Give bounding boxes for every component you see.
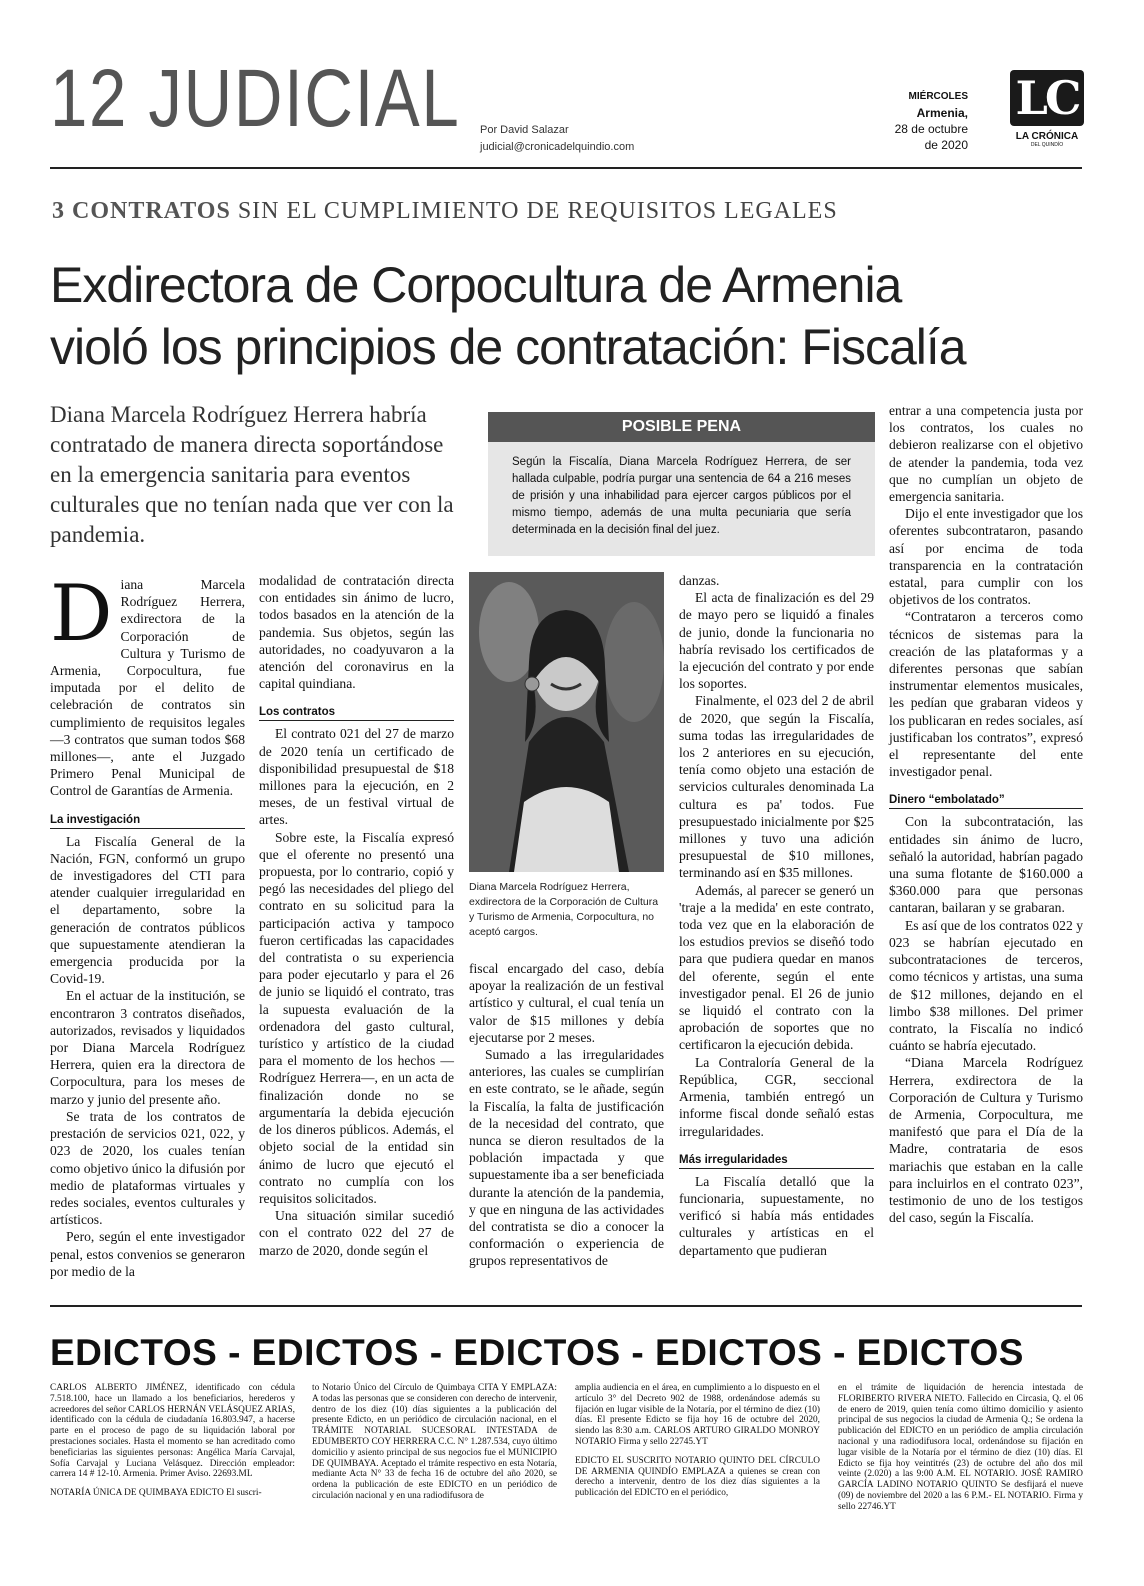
column-4: danzas. El acta de finalización es del 29 de mayo pero se liquidó a finales de junio, donde la funcionaria no habría revisado los certificados de la ejecución del contrato y por ende los soportes. Finalmente, el 023 del 2 de abril de 2020, que según la Fiscalía, suma todas las irregularidades de los 2 anteriores en su ejecución, tenía como objeto una estación de servicios culturales denominada La cultura es pa' todos. Fue presupuestado inicialmente por $25 millones y tuvo una adición presupuestal de $10 millones, terminando así en $35 millones. Además, al parecer se generó un 'traje a la medida' en este contrato, toda vez que en la elaboración de los estudios previos se diseñó todo para que pudiera quedar en manos del oferente, según el ente investigador penal. El 26 de junio se liquidó el contrato con la aprobación de soportes que no certificaron la ejecución debida. La Contraloría General de la República, CGR, seccional Armenia, también entregó un informe fiscal donde señaló estas irregularidades. Más irregularidades La Fiscalía detalló que la funcionaria, supuestamente, no verificó si había más entidades culturales y artísticas en el departamento que pudieran [679,573,874,1258]
edicto-column-1: CARLOS ALBERTO JIMÉNEZ, identificado con cédula 7.518.100, hace un llamado a los beneficiarios, herederos y acreedores del señor CARLOS HERNÁN VELÁSQUEZ ARIAS, identificado con la cédula de ciudadanía 16.803.947, a hacerse parte en el proceso de pago de su liquidación laboral por prestaciones sociales. Hasta el momento se han acreditado como beneficiarias las siguientes personas: Angélica María Carvajal, Sofía Carvajal y Luciana Velásquez. Dirección empleador: carrera 14 # 12-10. Armenia. Primer Aviso. 22693.ML NOTARÍA ÚNICA DE QUIMBAYA EDICTO El suscri- [50,1383,295,1499]
dateline: MIÉRCOLES Armenia, 28 de octubre de 2020 [894,91,968,152]
portrait-illustration [469,572,664,872]
column-1: Diana Marcela Rodríguez Herrera, exdirectora de la Corporación de Cultura y Turismo de Armenia, Corpocultura, fue imputada por el delito de celebración de contratos sin cumplimiento de requisitos legales —3 contratos que suman todos $68 millones—, ante el Juzgado Primero Penal Municipal de Control de Garantías de Armenia. La investigación La Fiscalía General de la Nación, FGN, conformó un grupo de investigadores del CTI para atender cualquier irregularidad en el departamento, sobre la generación de contratos públicos que supuestamente atendieran la emergencia producida por la Covid-19. En el actuar de la institución, se encontraron 3 contratos diseñados, autorizados, revisados y liquidados por Diana Marcela Rodríguez Herrera, quien era la directora de Corpocultura, para los meses de marzo y junio del presente año. Se trata de los contratos de prestación de servicios 021, 022, y 023 de 2020, los cuales tenían como objetivo único la difusión por medio de plataformas virtuales y redes sociales, eventos culturales y artísticos. Pero, según el ente investigador penal, estos convenios se generaron por medio de la [50,569,245,1279]
subhead-investigacion: La investigación [50,814,245,829]
subhead-mas-irregularidades: Más irregularidades [679,1154,874,1169]
edicto-column-2: to Notario Único del Círculo de Quimbaya CITA Y EMPLAZA: A todas las personas que se consideren con derecho de intervenir, dentro de los diez (10) días siguientes a la publicación del presente Edicto, en un periódico de circulación nacional, en el TRÁMITE NOTARIAL SUCESORAL INTESTADA de EDUMBERTO COY HERRERA C.C. N° 1.287.534, cuyo último domicilio y asiento principal de sus negocios fue el MUNICIPIO DE QUIMBAYA. Aceptado el trámite respectivo en esta Notaría, mediante Acta N° 33 de fecha 16 de octubre del año 2020, se ordena la publicación de este EDICTO en un periódico de circulación nacional y en una radiodifusora de [312,1383,557,1501]
newspaper-logo [1010,70,1090,156]
subhead-contratos: Los contratos [259,706,454,721]
sidebar-box [488,412,875,556]
sidebar-title: POSIBLE PENA [488,412,875,442]
sidebar-text: Según la Fiscalía, Diana Marcela Rodríguez Herrera, de ser hallada culpable, podría purgar una sentencia de 64 a 216 meses de prisión y una inhabilidad para ejercer cargos públicos por el mismo tiempo, además de una multa pecuniaria que sería determinada en la decisión final del juez. [512,456,851,536]
section-title: 12 JUDICIAL [50,53,461,144]
kicker: 3 CONTRATOS SIN EL CUMPLIMIENTO DE REQUISITOS LEGALES [52,198,838,224]
logo-sub: DEL QUINDÍO [1030,142,1064,148]
drop-cap: D [50,569,113,659]
byline [480,122,634,156]
logo-mark: LC [1010,70,1084,126]
deck: Diana Marcela Rodríguez Herrera habría contratado de manera directa soportándose en la emergencia sanitaria para eventos culturales que no tenían nada que ver con la pandemia. [50,402,454,547]
column-2: modalidad de contratación directa con entidades sin ánimo de lucro, todos basados en la atención de la pandemia. Sus objetos, según las autoridades, no coadyuvaron a la atención del coronavirus en la capital quindiana. Los contratos El contrato 021 del 27 de marzo de 2020 tenía un certificado de disponibilidad presupuestal de $18 millones para la ejecución, en 2 meses, de un festival virtual de artes. Sobre este, la Fiscalía expresó que el oferente no presentó una propuesta, por lo contrario, copió y pegó las necesidades del pliego del contrato en su solicitud para la participación activa y tampoco fueron certificadas las capacidades del contratista o su experiencia para poder ejecutarlo y para el 26 de junio se liquidó el contrato, tras la supuesta evaluación de la ordenadora del gasto cultural, turístico y artístico de la ciudad para el momento de los hechos —Rodríguez Herrera—, en un acta de finalización donde no se argumentaría la debida ejecución de los dineros públicos. Además, el objeto social de la entidad sin ánimo de lucro que ejecutó el contrato no cumplía con los requisitos solicitados. Una situación similar sucedió con el contrato 022 del 27 de marzo de 2020, donde según el [259,573,454,1258]
subhead-dinero: Dinero “embolatado” [889,794,1083,809]
edictos-rule [50,1305,1082,1307]
edicto-column-3: amplia audiencia en el área, en cumplimiento a lo dispuesto en el artículo 3° del Decreto 902 de 1988, ordenándose además su fijación en lugar visible de la Notaría, por el término de diez (10) días. El presente Edicto se fija hoy 16 de octubre del 2020, siendo las 8:30 a.m. CARLOS ARTURO GIRALDO MONROY NOTARIO Firma y sello 22745.YT EDICTO EL SUSCRITO NOTARIO QUINTO DEL CÍRCULO DE ARMENIA QUINDÍO EMPLAZA a quienes se crean con derecho a intervenir, dentro de los diez días siguientes a la publicación del EDICTO en el periódico, [575,1383,820,1499]
photo-caption: Diana Marcela Rodríguez Herrera, exdirectora de la Corporación de Cultura y Turismo de Armenia, Corpocultura, no aceptó cargos. [469,881,659,938]
article-photo [469,572,664,872]
headline: Exdirectora de Corpocultura de Armenia violó los principios de contratación: Fiscalía [50,257,966,375]
author-email: judicial@cronicadelquindio.com [480,141,635,153]
logo-name: LA CRÓNICA [1015,131,1079,142]
author: Por David Salazar [480,124,569,136]
column-5: entrar a una competencia justa por los contratos, los cuales no debieron realizarse con el objetivo de atender la pandemia, toda vez que no cumplían un objeto de emergencia sanitaria. Dijo el ente investigador que los oferentes subcontrataron, pasando así por encima de toda transparencia en la contratación estatal, para cumplir con los objetivos de los contratos. “Contrataron a terceros como técnicos de sistemas para la creación de las plataformas y a diferentes personas que sabían instrumentar elementos musicales, les pedían que grabaran videos y los publicaran en redes sociales, así justificaban los contratos”, expresó el representante del ente investigador penal. Dinero “embolatado” Con la subcontratación, las entidades sin ánimo de lucro, señaló la autoridad, habrían pagado una suma flotante de $160.000 a $360.000 para que personas cantaran, bailaran y se grabaran. Es así que de los contratos 022 y 023 se habrían ejecutado en subcontrataciones de terceros, como técnicos y artistas, una suma de $12 millones, dejando en el limbo $38 millones. Del primer contrato, la Fiscalía no indicó cuánto se habría ejecutado. “Diana Marcela Rodríguez Herrera, exdirectora de la Corporación de Cultura y Turismo de Armenia, Corpocultura, me manifestó que para el Día de la Madre, contrataria de esos mariachis que estaban en la calle para incluirlos en el contrato 023”, testimonio de uno de los testigos del caso, según la Fiscalía. [889,403,1083,1226]
header-rule [50,167,1082,169]
edictos-title: EDICTOS - EDICTOS - EDICTOS - EDICTOS - EDICTOS [50,1332,1024,1373]
edicto-column-4: en el trámite de liquidación de herencia intestada de FLORIBERTO RIVERA NIETO. Fallecido en Circasia, Q. el 06 de enero de 2019, quien tenía como último domicilio y asiento principal de sus negocios la ciudad de Armenia Q.; Se ordena la publicación del EDICTO en un periódico de amplia circulación nacional y una radiodifusora local, ordenándose su fijación en lugar visible de la Notaría por el término de diez (10) días. El Edicto se fija hoy veintitrés (23) de octubre del año dos mil veinte (2.020) a las 9:00 A.M. EL NOTARIO. JOSÉ RAMIRO GARCÍA LADINO NOTARIO QUINTO Se desfijará el nueve (09) de noviembre del 2020 a las 6 P.M.- EL NOTARIO. Firma y sello 22746.YT [838,1383,1083,1512]
column-3: fiscal encargado del caso, debía apoyar la realización de un festival artístico y cultural, el cual tenía un valor de $15 millones y debía ejecutarse por 2 meses. Sumado a las irregularidades anteriores, las cuales se cumplirían en este contrato, se le añade, según la Fiscalía, la falta de justificación de la necesidad del contrato, que nunca se dieron resultados de la población impactada y que supuestamente iba a ser beneficiada durante la atención de la pandemia, y que en ninguna de las actividades del contratista se dio a conocer la conformación o experiencia de grupos representativos de [469,961,664,1269]
